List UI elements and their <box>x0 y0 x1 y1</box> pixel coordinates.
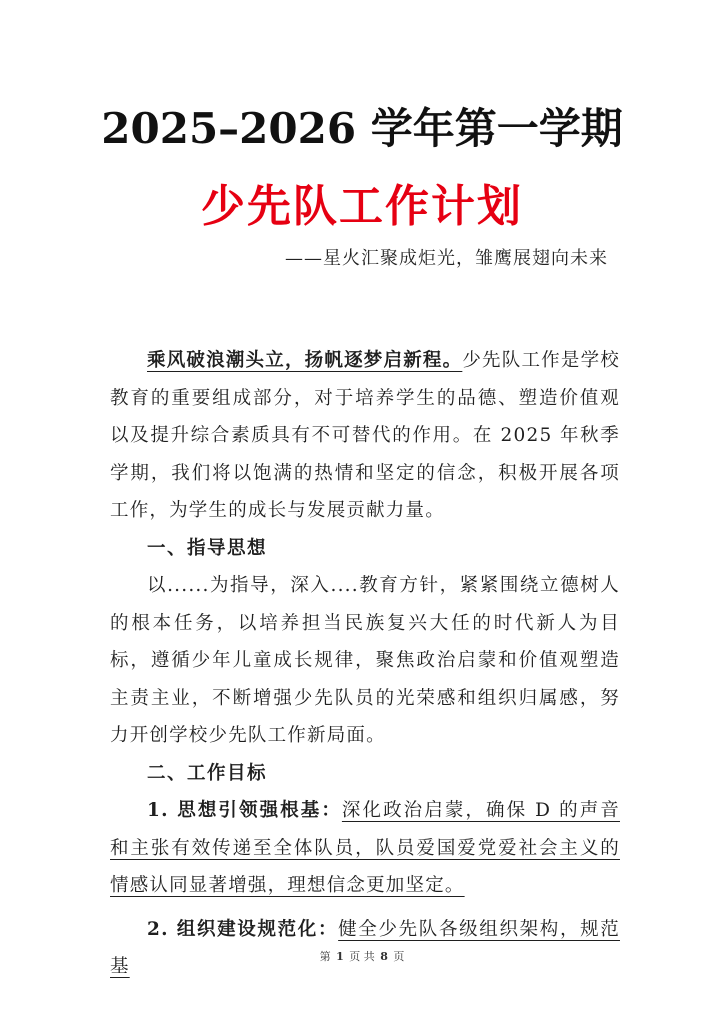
guiding-ideology-paragraph: 以......为指导，深入....教育方针，紧紧围绕立德树人的根本任务，以培养担当民族复兴大任的时代新人为目标，遵循少年儿童成长规律，聚焦政治启蒙和价值观塑造主责主业，不断增强少先队员的光荣感和组织归属感，努力开创学校少先队工作新局面。 <box>110 575 620 746</box>
document-title: 2025–2026 学年第一学期 <box>101 104 623 153</box>
goal-item <box>110 792 620 905</box>
section-heading-work-goals: 二、工作目标 <box>147 762 268 784</box>
page-footer: 第 1 页 共 8 页 <box>319 950 405 963</box>
document-tagline: ——星火汇聚成炬光，雏鹰展翅向未来 <box>285 248 608 269</box>
goal-item-text: 深化政治启蒙，确保 D 的声音和主张有效传递至全体队员，队员爱国爱党爱社会主义的情感认同显著增强，理想信念更加坚定。 <box>110 800 620 896</box>
goal-item-label: 2. 组织建设规范化： <box>147 918 339 940</box>
intro-paragraph <box>110 342 620 530</box>
document-subtitle-red: 少先队工作计划 <box>201 181 523 232</box>
current-page-number: 1 <box>336 950 344 963</box>
goal-item-label: 1. 思想引领强根基： <box>147 800 342 821</box>
intro-text: 少先队工作是学校教育的重要组成部分，对于培养学生的品德、塑造价值观以及提升综合素质具有不可替代的作用。在 2025 年秋季学期，我们将以饱满的热情和坚定的信念，积极开展各项工作，为学生的成长与发展贡献力量。 <box>110 350 621 521</box>
document-body <box>110 342 620 986</box>
total-page-count: 8 <box>380 950 388 963</box>
intro-lead: 乘风破浪潮头立，扬帆逐梦启新程。 <box>147 350 463 371</box>
goal-item-text: 健全少先队各级组织架构，规范基 <box>110 918 620 977</box>
section-heading-guiding-ideology: 一、指导思想 <box>147 537 268 559</box>
